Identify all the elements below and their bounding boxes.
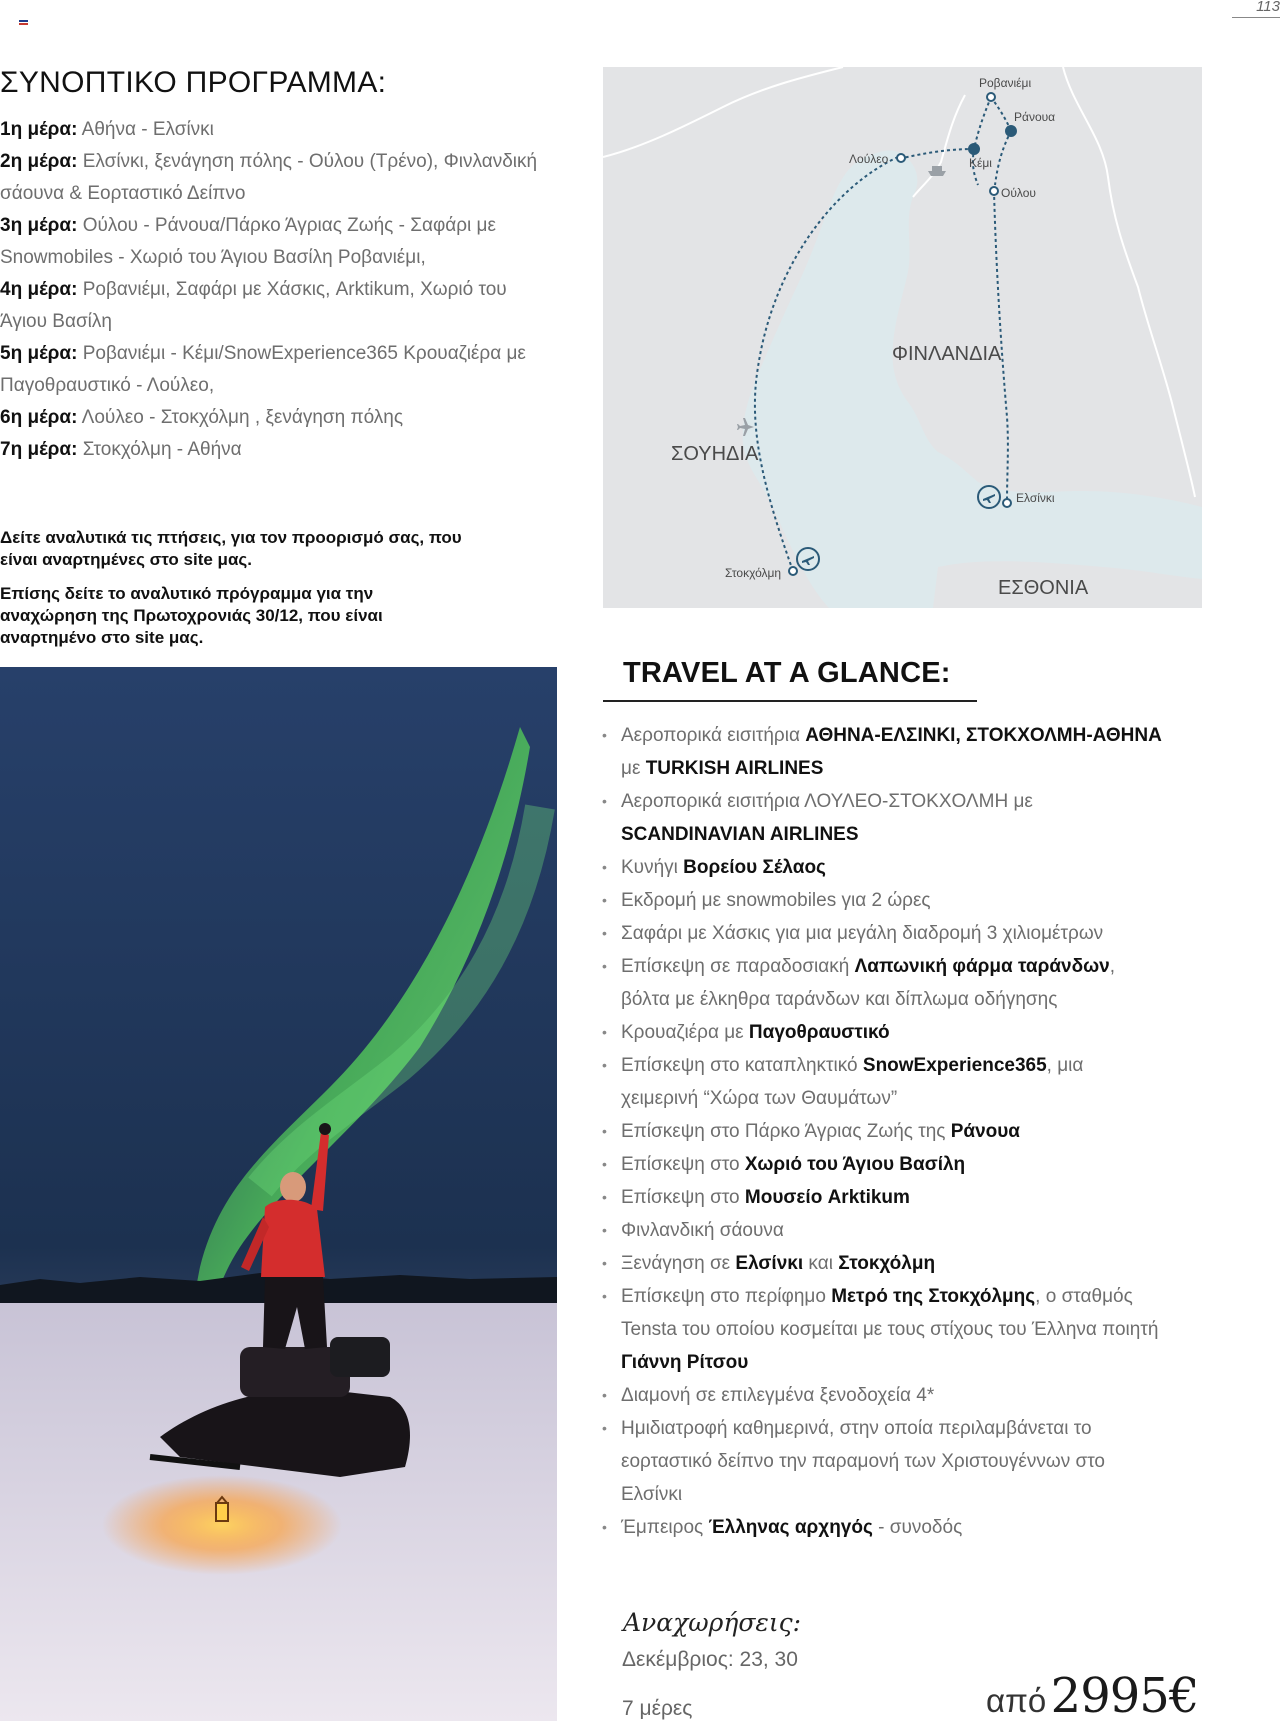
feature-item — [602, 785, 1162, 851]
program-day — [0, 114, 540, 146]
city-dot-ranua — [1006, 126, 1016, 136]
feature-item — [602, 851, 1162, 884]
feature-text: Έμπειρος — [621, 1517, 709, 1538]
program-day-label: 4η μέρα: — [0, 279, 78, 300]
feature-item — [602, 1115, 1162, 1148]
feature-highlight: ΑΘΗΝΑ-ΕΛΣΙΝΚΙ, — [805, 725, 961, 746]
program-day — [0, 146, 540, 210]
price-amount: 2995€ — [1050, 1668, 1199, 1724]
map-label-rovaniemi: Ροβανιέμι — [979, 76, 1032, 90]
program-day-text: Λούλεο - Στοκχόλμη , ξενάγηση πόλης — [77, 407, 404, 428]
program-day-label: 5η μέρα: — [0, 343, 78, 364]
feature-text: , μια χειμερινή “Χώρα των Θαυμάτων” — [621, 1055, 1084, 1109]
feature-item — [602, 1148, 1162, 1181]
new-year-note: Επίσης δείτε το αναλυτικό πρόγραμμα για την αναχώρηση της Πρωτοχρονιάς 30/12, που είναι αναρτημένο στο site μας. — [0, 584, 383, 647]
aurora-snowmobile-photo — [0, 667, 557, 1721]
feature-item — [602, 950, 1162, 1016]
price-prefix: από — [986, 1682, 1047, 1719]
city-dot-oulu — [990, 187, 998, 195]
feature-item — [602, 917, 1162, 950]
feature-highlight: Βορείου Σέλαος — [683, 857, 826, 878]
program-day-label: 1η μέρα: — [0, 119, 78, 140]
route-map — [603, 67, 1202, 608]
feature-text: Φινλανδική σάουνα — [621, 1220, 784, 1241]
feature-text: Σαφάρι με Χάσκις για μια μεγάλη διαδρομή 3 χιλιομέτρων — [621, 923, 1104, 944]
program-day-label: 3η μέρα: — [0, 215, 78, 236]
program-day — [0, 274, 540, 338]
departure-dates: Δεκέμβριος: 23, 30 — [622, 1648, 798, 1671]
program-day-text: Στοκχόλμη - Αθήνα — [77, 439, 242, 460]
city-dot-kemi — [969, 144, 979, 154]
travel-features-list — [602, 719, 1162, 1544]
feature-highlight: Μετρό της Στοκχόλμης — [831, 1286, 1036, 1307]
feature-text: Κυνήγι — [621, 857, 684, 878]
program-day — [0, 402, 540, 434]
feature-highlight: Μουσείο Arktikum — [744, 1187, 910, 1208]
feature-item — [602, 1511, 1162, 1544]
feature-item — [602, 1214, 1162, 1247]
map-label-kemi: Κέμι — [969, 156, 992, 170]
flights-note: Δείτε αναλυτικά τις πτήσεις, για τον προορισμό σας, που είναι αναρτημένες στο site μας. — [0, 528, 462, 569]
feature-item — [602, 1379, 1162, 1412]
page-number: 113 — [1256, 0, 1280, 15]
program-day — [0, 338, 540, 402]
feature-item — [602, 1016, 1162, 1049]
map-label-stockholm: Στοκχόλμη — [725, 566, 782, 580]
feature-item — [602, 1412, 1162, 1511]
feature-highlight: Ράνουα — [950, 1121, 1020, 1142]
feature-item — [602, 884, 1162, 917]
feature-text: Επίσκεψη στο καταπληκτικό — [621, 1055, 863, 1076]
feature-text: και — [803, 1253, 839, 1274]
feature-item — [602, 1280, 1162, 1379]
feature-text: Επίσκεψη στο Πάρκο Άγριας Ζωής της — [621, 1121, 951, 1142]
travel-at-a-glance-title: TRAVEL AT A GLANCE: — [623, 657, 951, 689]
lantern-glow — [102, 1475, 342, 1575]
feature-text: Διαμονή σε επιλεγμένα ξενοδοχεία 4* — [621, 1385, 935, 1406]
program-day-label: 2η μέρα: — [0, 151, 78, 172]
feature-highlight: ΣΤΟΚΧΟΛΜΗ-ΑΘΗΝΑ — [966, 725, 1162, 746]
program-day-label: 6η μέρα: — [0, 407, 78, 428]
feature-text: Επίσκεψη στο — [621, 1187, 745, 1208]
map-label-estonia: ΕΣΘΟΝΙΑ — [998, 577, 1089, 599]
feature-highlight: SnowExperience365 — [862, 1055, 1047, 1076]
program-day-text: Αθήνα - Ελσίνκι — [77, 119, 214, 140]
program-day-text: Ροβανιέμι, Σαφάρι με Χάσκις, Arktikum, Χωριό του Άγιου Βασίλη — [0, 279, 507, 332]
feature-highlight: Χωριό του Άγιου Βασίλη — [744, 1154, 966, 1175]
map-label-helsinki: Ελσίνκι — [1016, 491, 1055, 505]
flag-icon — [19, 20, 28, 27]
program-title: ΣΥΝΟΠΤΙΚΟ ΠΡΟΓΡΑΜΜΑ: — [0, 66, 387, 99]
feature-item — [602, 719, 1162, 785]
program-day — [0, 434, 540, 466]
feature-item — [602, 1247, 1162, 1280]
feature-highlight: TURKISH AIRLINES — [645, 758, 824, 779]
city-dot-stockholm — [789, 567, 797, 575]
program-day-text: Ελσίνκι, ξενάγηση πόλης - Ούλου (Τρένο), Φινλανδική σάουνα & Εορταστικό Δείπνο — [0, 151, 538, 204]
feature-highlight: SCANDINAVIAN AIRLINES — [621, 824, 859, 845]
feature-text: Κρουαζιέρα με — [621, 1022, 749, 1043]
feature-item — [602, 1049, 1162, 1115]
program-day-label: 7η μέρα: — [0, 439, 78, 460]
feature-text: Επίσκεψη σε παραδοσιακή — [621, 956, 855, 977]
travel-at-a-glance-rule — [603, 700, 977, 702]
departures-label: Αναχωρήσεις: — [623, 1608, 802, 1637]
map-label-sweden: ΣΟΥΗΔΙΑ — [671, 443, 759, 465]
feature-text: , ο σταθμός Tensta του οποίου κοσμείται με τους στίχους του Έλληνα ποιητή — [621, 1286, 1159, 1340]
map-label-finland: ΦΙΝΛΑΝΔΙΑ — [892, 343, 1002, 365]
map-label-oulu: Ούλου — [1001, 186, 1036, 200]
feature-item — [602, 1181, 1162, 1214]
feature-highlight: Γιάννη Ρίτσου — [621, 1352, 749, 1373]
trip-duration: 7 μέρες — [622, 1697, 693, 1720]
feature-text: Ημιδιατροφή καθημερινά, στην οποία περιλαμβάνεται το εορταστικό δείπνο την παραμονή των Χριστουγέννων στο Ελσίνκι — [621, 1418, 1105, 1505]
feature-highlight: Έλληνας αρχηγός — [708, 1517, 873, 1538]
feature-text: Αεροπορικά εισιτήρια ΛΟΥΛΕΟ-ΣΤΟΚΧΟΛΜΗ με — [621, 791, 1033, 812]
feature-text: Επίσκεψη στο περίφημο — [621, 1286, 832, 1307]
feature-text: - συνοδός — [872, 1517, 963, 1538]
program-day-text: Ούλου - Ράνουα/Πάρκο Άγριας Ζωής - Σαφάρι με Snowmobiles - Χωριό του Άγιου Βασίλη Ροβανιέμι, — [0, 215, 496, 268]
feature-text: Επίσκεψη στο — [621, 1154, 745, 1175]
map-label-lulea: Λούλεο — [849, 152, 889, 166]
program-day — [0, 210, 540, 274]
feature-highlight: Λαπωνική φάρμα ταράνδων — [854, 956, 1110, 977]
feature-highlight: Στοκχόλμη — [838, 1253, 936, 1274]
city-dot-rovaniemi — [987, 93, 995, 101]
city-dot-helsinki — [1003, 499, 1011, 507]
feature-highlight: Παγοθραυστικό — [748, 1022, 890, 1043]
program-day-text: Ροβανιέμι - Κέμι/SnowExperience365 Κρουαζιέρα με Παγοθραυστικό - Λούλεο, — [0, 343, 526, 396]
map-label-ranua: Ράνουα — [1014, 110, 1056, 124]
feature-text: Εκδρομή με snowmobiles για 2 ώρες — [621, 890, 931, 911]
page-number-rule — [1232, 17, 1280, 18]
feature-text: , βόλτα με έλκηθρα ταράνδων και δίπλωμα οδήγησης — [621, 956, 1116, 1010]
feature-text: Αεροπορικά εισιτήρια — [621, 725, 806, 746]
feature-text: Ξενάγηση σε — [621, 1253, 736, 1274]
feature-highlight: Ελσίνκι — [735, 1253, 804, 1274]
program-day-list — [0, 114, 540, 466]
price — [986, 1668, 1198, 1724]
feature-text: με — [621, 758, 646, 779]
city-dot-lulea — [897, 154, 905, 162]
